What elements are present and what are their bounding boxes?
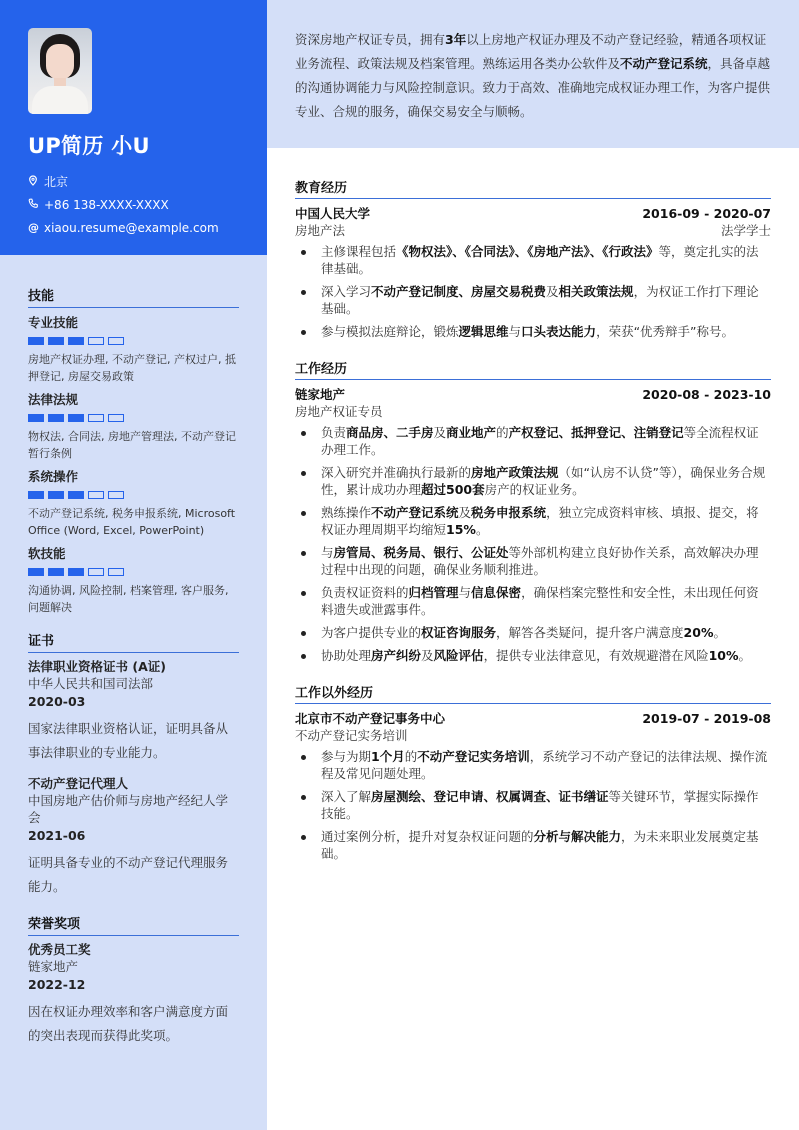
skill-item <box>28 544 239 616</box>
awards-title: 荣誉奖项 <box>28 913 239 936</box>
award-date: 2022-12 <box>28 977 86 992</box>
profile-header <box>0 0 267 255</box>
award-issuer: 链家地产 <box>28 959 79 974</box>
bullet-item: 深入学习不动产登记制度、房屋交易税费及相关政策法规，为权证工作打下理论基础。 <box>295 283 771 317</box>
skill-level-bar <box>28 337 239 345</box>
bullet-item: 深入了解房屋测绘、登记申请、权属调查、证书缮证等关键环节，掌握实际操作技能。 <box>295 788 771 822</box>
skill-name: 专业技能 <box>28 315 79 330</box>
certificates-title: 证书 <box>28 630 239 653</box>
other-org: 北京市不动产登记事务中心 <box>295 711 446 726</box>
skill-description: 房地产权证办理, 不动产登记, 产权过户, 抵押登记, 房屋交易政策 <box>28 353 236 383</box>
award <box>28 941 239 1048</box>
skill-name: 软技能 <box>28 546 66 561</box>
level-block <box>48 491 64 499</box>
award-title: 优秀员工奖 <box>28 942 91 957</box>
level-block <box>28 568 44 576</box>
bullet-item: 参与模拟法庭辩论，锻炼逻辑思维与口头表达能力，荣获“优秀辩手”称号。 <box>295 323 771 340</box>
bullet-item: 协助处理房产纠纷及风险评估，提供专业法律意见，有效规避潜在风险10%。 <box>295 647 771 664</box>
skill-level-bar <box>28 568 239 576</box>
level-block <box>88 414 104 422</box>
work-period: 2020-08 - 2023-10 <box>642 387 771 402</box>
certificate-date: 2021-06 <box>28 828 86 843</box>
level-block <box>88 568 104 576</box>
skills-title: 技能 <box>28 285 239 308</box>
level-block <box>68 414 84 422</box>
other-bullets <box>295 748 771 862</box>
certificate-description: 国家法律职业资格认证，证明具备从事法律职业的专业能力。 <box>28 721 229 760</box>
phone-text: +86 138-XXXX-XXXX <box>44 197 169 212</box>
summary: 资深房地产权证专员，拥有3年以上房地产权证办理及不动产登记经验，精通各项权证业务流程、政策法规及档案管理。熟练运用各类办公软件及不动产登记系统，具备卓越的沟通协调能力与风险控制意识。致力于高效、准确地完成权证办理工作，为客户提供专业、合规的服务，确保交易安全与顺畅。 <box>267 0 799 148</box>
skills-section <box>28 285 239 616</box>
at-icon: @ <box>28 221 39 234</box>
contact-email <box>28 216 239 239</box>
skill-level-bar <box>28 414 239 422</box>
certificate-description: 证明具备专业的不动产登记代理服务能力。 <box>28 855 229 894</box>
certificate <box>28 658 239 765</box>
level-block <box>68 568 84 576</box>
work-bullets <box>295 424 771 664</box>
company-name: 链家地产 <box>295 387 346 402</box>
level-block <box>68 491 84 499</box>
phone-icon <box>28 198 44 212</box>
contact-list <box>28 170 239 239</box>
skill-item <box>28 467 239 539</box>
education-period: 2016-09 - 2020-07 <box>642 206 771 221</box>
level-block <box>88 491 104 499</box>
level-block <box>48 414 64 422</box>
level-block <box>28 414 44 422</box>
level-block <box>108 568 124 576</box>
bullet-item: 通过案例分析，提升对复杂权证问题的分析与解决能力，为未来职业发展奠定基础。 <box>295 828 771 862</box>
bullet-item: 负责权证资料的归档管理与信息保密，确保档案完整性和安全性，未出现任何资料遗失或泄露事件。 <box>295 584 771 618</box>
other-experience-section <box>295 682 771 862</box>
skill-description: 物权法, 合同法, 房地产管理法, 不动产登记暂行条例 <box>28 430 236 460</box>
degree: 法学学士 <box>720 223 771 238</box>
level-block <box>48 337 64 345</box>
level-block <box>28 337 44 345</box>
job-role: 房地产权证专员 <box>295 404 383 419</box>
skill-name: 法律法规 <box>28 392 79 407</box>
level-block <box>28 491 44 499</box>
level-block <box>88 337 104 345</box>
level-block <box>48 568 64 576</box>
avatar <box>28 28 92 114</box>
bullet-item: 负责商品房、二手房及商业地产的产权登记、抵押登记、注销登记等全流程权证办理工作。 <box>295 424 771 458</box>
bullet-item: 熟练操作不动产登记系统及税务申报系统，独立完成资料审核、填报、提交，将权证办理周期平均缩短15%。 <box>295 504 771 538</box>
level-block <box>108 337 124 345</box>
skill-level-bar <box>28 491 239 499</box>
skill-description: 不动产登记系统, 税务申报系统, Microsoft Office (Word, Excel, PowerPoint) <box>28 507 236 537</box>
certificate-title: 法律职业资格证书 (A证) <box>28 659 166 674</box>
education-bullets <box>295 243 771 340</box>
skill-name: 系统操作 <box>28 469 79 484</box>
contact-phone <box>28 193 239 216</box>
certificate <box>28 775 239 899</box>
education-section <box>295 177 771 340</box>
skill-item <box>28 390 239 462</box>
main-content <box>295 177 771 880</box>
work-title: 工作经历 <box>295 358 771 380</box>
location-text: 北京 <box>44 175 69 189</box>
skill-description: 沟通协调, 风险控制, 档案管理, 客户服务, 问题解决 <box>28 584 229 614</box>
award-description: 因在权证办理效率和客户满意度方面的突出表现而获得此奖项。 <box>28 1004 229 1043</box>
skill-item <box>28 313 239 385</box>
certificate-date: 2020-03 <box>28 694 86 709</box>
bullet-item: 深入研究并准确执行最新的房地产政策法规（如“认房不认贷”等），确保业务合规性，累计成功办理超过500套房产的权证业务。 <box>295 464 771 498</box>
other-period: 2019-07 - 2019-08 <box>642 711 771 726</box>
certificate-title: 不动产登记代理人 <box>28 776 129 791</box>
certificate-issuer: 中国房地产估价师与房地产经纪人学会 <box>28 793 229 825</box>
sidebar <box>0 0 267 1130</box>
bullet-item: 为客户提供专业的权证咨询服务，解答各类疑问，提升客户满意度20%。 <box>295 624 771 641</box>
level-block <box>108 414 124 422</box>
email-text[interactable]: xiaou.resume@example.com <box>44 220 219 235</box>
school-name: 中国人民大学 <box>295 206 371 221</box>
bullet-item: 参与为期1个月的不动产登记实务培训，系统学习不动产登记的法律法规、操作流程及常见问题处理。 <box>295 748 771 782</box>
level-block <box>108 491 124 499</box>
other-title: 工作以外经历 <box>295 682 771 704</box>
major: 房地产法 <box>295 223 346 238</box>
level-block <box>68 337 84 345</box>
candidate-name: UP简历 小U <box>28 134 150 158</box>
contact-location <box>28 170 239 193</box>
other-role: 不动产登记实务培训 <box>295 728 408 743</box>
certificates-section <box>28 630 239 899</box>
awards-section <box>28 913 239 1048</box>
bullet-item: 主修课程包括《物权法》、《合同法》、《房地产法》、《行政法》等，奠定扎实的法律基础。 <box>295 243 771 277</box>
certificate-issuer: 中华人民共和国司法部 <box>28 676 154 691</box>
education-title: 教育经历 <box>295 177 771 199</box>
work-section <box>295 358 771 664</box>
bullet-item: 与房管局、税务局、银行、公证处等外部机构建立良好协作关系，高效解决办理过程中出现的问题，确保业务顺利推进。 <box>295 544 771 578</box>
map-pin-icon <box>28 175 44 189</box>
